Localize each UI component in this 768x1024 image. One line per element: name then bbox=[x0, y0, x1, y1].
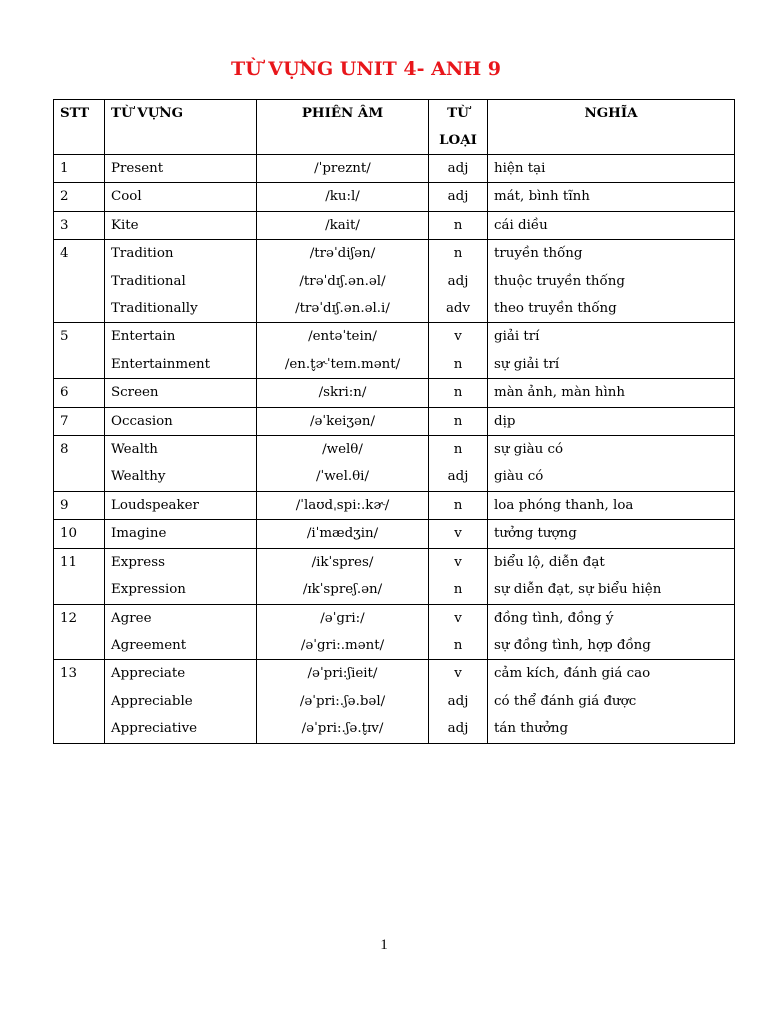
header-pos bbox=[429, 100, 488, 155]
pos-text: n bbox=[453, 217, 463, 233]
pos-text: adj bbox=[447, 189, 469, 205]
word-text: Appreciate bbox=[111, 666, 186, 682]
word-text: Traditionally bbox=[111, 301, 198, 317]
meaning-text: đồng tình, đồng ý bbox=[494, 610, 614, 626]
meaning-text: cảm kích, đánh giá cao bbox=[494, 666, 651, 682]
phonetic-text: /əˈkeiʒən/ bbox=[309, 413, 376, 429]
cell-stt: 8 bbox=[54, 436, 105, 492]
cell-word bbox=[105, 211, 257, 239]
meaning-text: sự giàu có bbox=[494, 442, 564, 458]
word-text: Wealthy bbox=[111, 469, 166, 485]
header-word: TỪ VỰNG bbox=[105, 100, 257, 155]
cell-stt: 13 bbox=[54, 660, 105, 743]
word-text: Entertainment bbox=[111, 356, 211, 372]
cell-meaning bbox=[488, 211, 735, 239]
meaning-text: truyền thống bbox=[494, 246, 583, 262]
cell-pos bbox=[429, 520, 488, 548]
cell-phonetic bbox=[257, 436, 429, 492]
header-pos-line2: LOẠI bbox=[439, 132, 477, 148]
phonetic-text: /entəˈtein/ bbox=[308, 329, 377, 345]
cell-pos bbox=[429, 604, 488, 660]
phonetic-text: /əˈgri:.mənt/ bbox=[300, 637, 385, 653]
cell-meaning bbox=[488, 548, 735, 604]
cell-word bbox=[105, 604, 257, 660]
cell-word bbox=[105, 491, 257, 519]
pos-text: v bbox=[454, 554, 462, 570]
word-text: Cool bbox=[111, 189, 142, 205]
pos-text: n bbox=[453, 413, 463, 429]
word-text: Imagine bbox=[111, 526, 167, 542]
pos-text: n bbox=[453, 356, 463, 372]
cell-pos bbox=[429, 660, 488, 743]
phonetic-text: /əˈgri:/ bbox=[320, 610, 365, 626]
word-text: Loudspeaker bbox=[111, 497, 199, 513]
cell-phonetic bbox=[257, 183, 429, 211]
phonetic-text: /ˈpreznt/ bbox=[314, 161, 371, 176]
cell-pos bbox=[429, 436, 488, 492]
cell-phonetic bbox=[257, 548, 429, 604]
cell-stt: 3 bbox=[54, 211, 105, 239]
pos-text: adj bbox=[447, 693, 469, 709]
cell-word bbox=[105, 660, 257, 743]
cell-meaning bbox=[488, 491, 735, 519]
word-text: Agreement bbox=[111, 637, 187, 653]
header-stt: STT bbox=[54, 100, 105, 155]
meaning-text: dịp bbox=[494, 413, 516, 429]
phonetic-text: /əˈpri:ʃieit/ bbox=[307, 666, 378, 682]
cell-pos bbox=[429, 491, 488, 519]
cell-pos bbox=[429, 155, 488, 183]
pos-text: n bbox=[453, 497, 463, 513]
cell-stt: 4 bbox=[54, 240, 105, 323]
word-text: Appreciable bbox=[111, 693, 193, 709]
table-row bbox=[54, 240, 735, 323]
table-header-row bbox=[54, 100, 735, 155]
cell-stt: 5 bbox=[54, 323, 105, 379]
cell-pos bbox=[429, 183, 488, 211]
cell-word bbox=[105, 183, 257, 211]
word-text: Express bbox=[111, 554, 165, 570]
pos-text: adj bbox=[447, 721, 469, 737]
cell-pos bbox=[429, 548, 488, 604]
cell-word bbox=[105, 323, 257, 379]
cell-meaning bbox=[488, 379, 735, 407]
cell-phonetic bbox=[257, 155, 429, 183]
vocabulary-table bbox=[53, 99, 735, 744]
pos-text: adv bbox=[445, 301, 471, 317]
meaning-text: sự đồng tình, hợp đồng bbox=[494, 637, 651, 653]
cell-stt: 2 bbox=[54, 183, 105, 211]
table-row bbox=[54, 436, 735, 492]
cell-phonetic bbox=[257, 323, 429, 379]
phonetic-text: /ikˈspres/ bbox=[311, 554, 374, 570]
pos-text: n bbox=[453, 246, 463, 262]
table-row bbox=[54, 548, 735, 604]
cell-stt: 7 bbox=[54, 407, 105, 435]
cell-word bbox=[105, 548, 257, 604]
pos-text: n bbox=[453, 582, 463, 598]
meaning-text: loa phóng thanh, loa bbox=[494, 497, 634, 513]
meaning-text: tưởng tượng bbox=[494, 526, 577, 542]
table-row bbox=[54, 211, 735, 239]
pos-text: adj bbox=[447, 161, 469, 176]
phonetic-text: /trəˈdɪʃ.ən.əl/ bbox=[299, 273, 386, 289]
word-text: Present bbox=[111, 161, 164, 176]
table-row bbox=[54, 660, 735, 743]
word-text: Screen bbox=[111, 385, 159, 401]
pos-text: adj bbox=[447, 469, 469, 485]
cell-phonetic bbox=[257, 407, 429, 435]
phonetic-text: /skri:n/ bbox=[318, 385, 367, 401]
phonetic-text: /welθ/ bbox=[322, 442, 363, 458]
meaning-text: sự diễn đạt, sự biểu hiện bbox=[494, 582, 662, 598]
cell-meaning bbox=[488, 660, 735, 743]
table-row bbox=[54, 407, 735, 435]
cell-stt: 11 bbox=[54, 548, 105, 604]
pos-text: n bbox=[453, 442, 463, 458]
phonetic-text: /ɪkˈspreʃ.ən/ bbox=[302, 582, 383, 598]
cell-stt: 12 bbox=[54, 604, 105, 660]
phonetic-text: /əˈpri:.ʃə.t̬ɪv/ bbox=[301, 721, 384, 737]
phonetic-text: /kait/ bbox=[325, 217, 360, 233]
cell-phonetic bbox=[257, 491, 429, 519]
word-text: Traditional bbox=[111, 273, 186, 289]
phonetic-text: /əˈpri:.ʃə.bəl/ bbox=[299, 693, 386, 709]
meaning-text: tán thưởng bbox=[494, 721, 569, 737]
cell-pos bbox=[429, 240, 488, 323]
table-row bbox=[54, 491, 735, 519]
pos-text: n bbox=[453, 637, 463, 653]
pos-text: v bbox=[454, 526, 462, 542]
cell-meaning bbox=[488, 436, 735, 492]
cell-meaning bbox=[488, 323, 735, 379]
cell-word bbox=[105, 155, 257, 183]
cell-word bbox=[105, 436, 257, 492]
meaning-text: giải trí bbox=[494, 329, 540, 345]
meaning-text: giàu có bbox=[494, 469, 544, 485]
word-text: Tradition bbox=[111, 246, 174, 262]
cell-phonetic bbox=[257, 379, 429, 407]
cell-pos bbox=[429, 407, 488, 435]
cell-phonetic bbox=[257, 604, 429, 660]
phonetic-text: /ku:l/ bbox=[325, 189, 360, 205]
word-text: Expression bbox=[111, 582, 186, 598]
cell-stt: 1 bbox=[54, 155, 105, 183]
cell-word bbox=[105, 240, 257, 323]
phonetic-text: /trəˈdɪʃ.ən.əl.i/ bbox=[295, 301, 390, 317]
cell-pos bbox=[429, 379, 488, 407]
cell-word bbox=[105, 407, 257, 435]
pos-text: v bbox=[454, 666, 462, 682]
header-pos-line1: TỪ bbox=[447, 105, 469, 121]
word-text: Occasion bbox=[111, 413, 173, 429]
header-phonetic: PHIÊN ÂM bbox=[257, 100, 429, 155]
cell-stt: 9 bbox=[54, 491, 105, 519]
cell-phonetic bbox=[257, 240, 429, 323]
cell-meaning bbox=[488, 183, 735, 211]
meaning-text: sự giải trí bbox=[494, 356, 560, 372]
cell-phonetic bbox=[257, 660, 429, 743]
cell-meaning bbox=[488, 520, 735, 548]
word-text: Wealth bbox=[111, 442, 158, 458]
meaning-text: theo truyền thống bbox=[494, 301, 617, 317]
table-row bbox=[54, 604, 735, 660]
word-text: Agree bbox=[111, 610, 152, 626]
cell-word bbox=[105, 379, 257, 407]
page-number: 1 bbox=[380, 937, 388, 953]
meaning-text: thuộc truyền thống bbox=[494, 273, 625, 289]
cell-word bbox=[105, 520, 257, 548]
phonetic-text: /iˈmædʒin/ bbox=[306, 526, 379, 542]
pos-text: v bbox=[454, 329, 462, 345]
pos-text: v bbox=[454, 610, 462, 626]
cell-meaning bbox=[488, 240, 735, 323]
meaning-text: mát, bình tĩnh bbox=[494, 189, 590, 205]
phonetic-text: /en.t̬ɚˈteɪn.mənt/ bbox=[284, 356, 401, 372]
meaning-text: màn ảnh, màn hình bbox=[494, 385, 626, 401]
meaning-text: có thể đánh giá được bbox=[494, 693, 637, 709]
table-row bbox=[54, 520, 735, 548]
cell-meaning bbox=[488, 155, 735, 183]
table-body bbox=[54, 155, 735, 744]
meaning-text: biểu lộ, diễn đạt bbox=[494, 554, 605, 570]
pos-text: adj bbox=[447, 273, 469, 289]
cell-stt: 6 bbox=[54, 379, 105, 407]
table-row bbox=[54, 183, 735, 211]
word-text: Kite bbox=[111, 217, 139, 233]
table-row bbox=[54, 155, 735, 183]
document-title: TỪ VỰNG UNIT 4- ANH 9 bbox=[230, 58, 502, 80]
word-text: Appreciative bbox=[111, 721, 198, 737]
cell-meaning bbox=[488, 604, 735, 660]
meaning-text: cái diều bbox=[494, 217, 548, 233]
pos-text: n bbox=[453, 385, 463, 401]
table-row bbox=[54, 379, 735, 407]
phonetic-text: /trəˈdiʃən/ bbox=[309, 246, 376, 262]
word-text: Entertain bbox=[111, 329, 176, 345]
cell-stt: 10 bbox=[54, 520, 105, 548]
cell-pos bbox=[429, 323, 488, 379]
header-meaning: NGHĨA bbox=[488, 100, 735, 155]
cell-phonetic bbox=[257, 211, 429, 239]
phonetic-text: /ˈlaʊdˌspi:.kɚ/ bbox=[295, 497, 390, 513]
cell-phonetic bbox=[257, 520, 429, 548]
table-row bbox=[54, 323, 735, 379]
cell-meaning bbox=[488, 407, 735, 435]
cell-pos bbox=[429, 211, 488, 239]
meaning-text: hiện tại bbox=[494, 161, 546, 176]
phonetic-text: /ˈwel.θi/ bbox=[316, 469, 369, 485]
